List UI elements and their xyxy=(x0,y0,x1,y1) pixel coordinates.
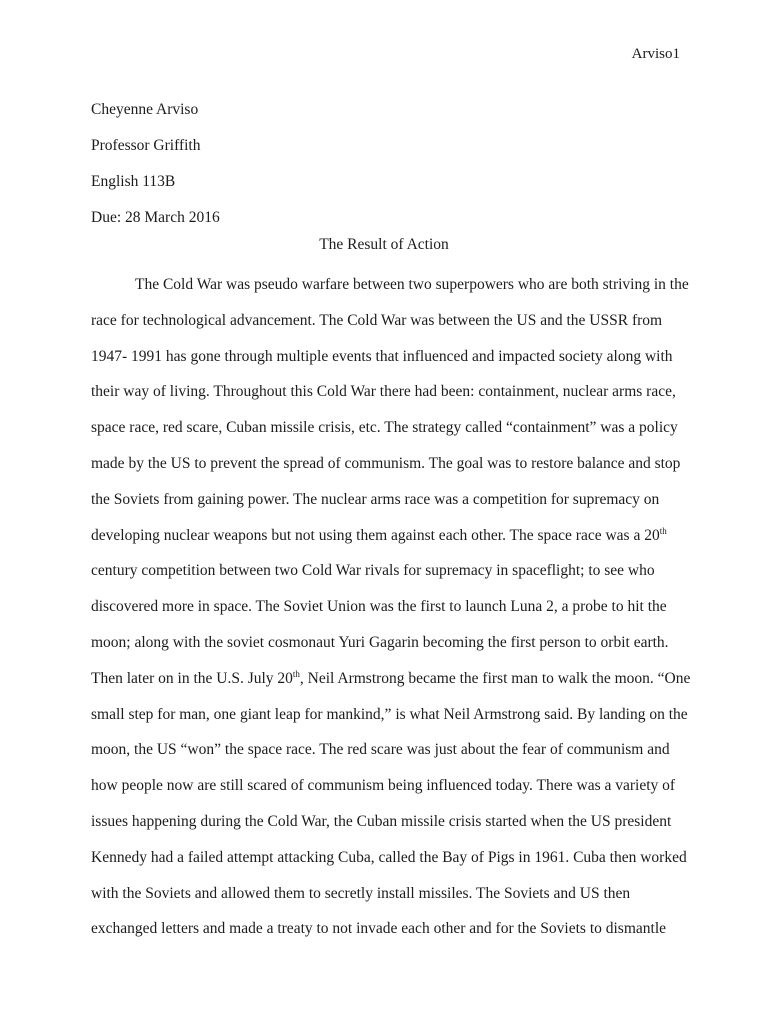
body-line: moon, the US “won” the space race. The red scare was just about the fear of communism and xyxy=(91,741,670,759)
body-line: with the Soviets and allowed them to secretly install missiles. The Soviets and US then xyxy=(91,884,631,902)
mla-heading-block xyxy=(91,92,681,236)
body-line: The Cold War was pseudo warfare between two superpowers who are both striving in the xyxy=(135,276,689,293)
body-line-text-continued: , Neil Armstrong became the first man to walk the moon. “One xyxy=(299,669,691,687)
course-name: English 113B xyxy=(91,173,176,190)
due-date: Due: 28 March 2016 xyxy=(91,209,220,226)
body-line: the Soviets from gaining power. The nuclear arms race was a competition for supremacy on xyxy=(91,490,660,508)
body-line: Kennedy had a failed attempt attacking Cuba, called the Bay of Pigs in 1961. Cuba then worked xyxy=(91,848,687,866)
body-line-text: Then later on in the U.S. July 20 xyxy=(91,669,293,687)
ordinal-superscript: th xyxy=(292,668,300,679)
body-line: century competition between two Cold War rivals for supremacy in spaceflight; to see who xyxy=(91,562,655,580)
body-line-text: developing nuclear weapons but not using them against each other. The space race was a 20 xyxy=(91,526,660,544)
student-name: Cheyenne Arviso xyxy=(91,101,199,118)
professor-name: Professor Griffith xyxy=(91,137,201,154)
ordinal-superscript: th xyxy=(659,525,667,536)
body-line: exchanged letters and made a treaty to not invade each other and for the Soviets to dismantle xyxy=(91,920,667,938)
body-line-with-superscript xyxy=(91,661,691,697)
body-line: small step for man, one giant leap for mankind,” is what Neil Armstrong said. By landing on the xyxy=(91,705,688,723)
body-line: moon; along with the soviet cosmonaut Yuri Gagarin becoming the first person to orbit earth. xyxy=(91,633,669,651)
running-header-page-number: Arviso1 xyxy=(631,46,680,62)
body-line: issues happening during the Cold War, the Cuban missile crisis started when the US president xyxy=(91,812,672,830)
essay-body xyxy=(91,267,691,947)
body-line: 1947- 1991 has gone through multiple events that influenced and impacted society along with xyxy=(91,347,673,365)
body-line: race for technological advancement. The Cold War was between the US and the USSR from xyxy=(91,311,663,329)
body-line: made by the US to prevent the spread of communism. The goal was to restore balance and stop xyxy=(91,454,681,472)
essay-title: The Result of Action xyxy=(319,236,449,253)
body-line: how people now are still scared of communism being influenced today. There was a variety of xyxy=(91,777,676,795)
body-line: discovered more in space. The Soviet Union was the first to launch Luna 2, a probe to hit the xyxy=(91,598,667,616)
body-line-with-superscript xyxy=(91,518,691,554)
body-line: space race, red scare, Cuban missile crisis, etc. The strategy called “containment” was a policy xyxy=(91,419,678,437)
body-line: their way of living. Throughout this Cold War there had been: containment, nuclear arms race, xyxy=(91,383,676,401)
